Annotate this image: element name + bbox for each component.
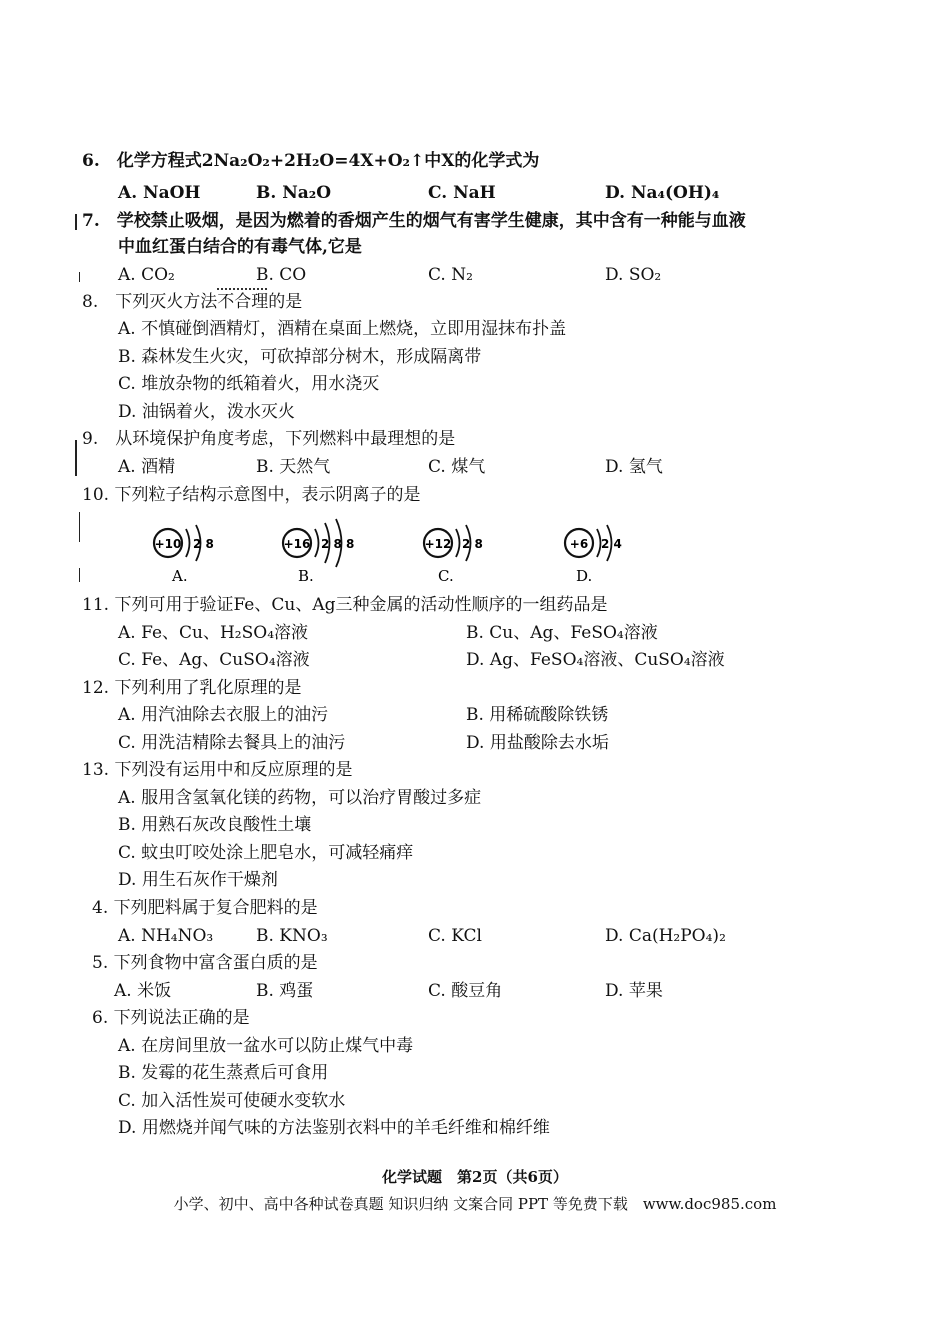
question-12-option-d: D. 用盐酸除去水垢: [466, 733, 609, 753]
question-15-option-d: D. 苹果: [605, 981, 663, 1001]
atom-c-label: C.: [438, 567, 454, 585]
atom-d-shells: 2 4: [601, 537, 622, 551]
question-9-option-c: C. 煤气: [428, 457, 486, 477]
question-11-option-d: D. Ag、FeSO₄溶液、CuSO₄溶液: [466, 650, 725, 670]
question-14-option-a: A. NH₄NO₃: [118, 926, 214, 946]
atom-d-nucleus: +6: [569, 537, 589, 551]
question-11-stem: 11. 下列可用于验证Fe、Cu、Ag三种金属的活动性顺序的一组药品是: [82, 595, 608, 615]
page-footer-title: 化学试题 第2页（共6页）: [382, 1168, 568, 1186]
atom-a-shells: 2 8: [193, 537, 214, 551]
atom-b-nucleus: +16: [283, 537, 311, 551]
question-8-option-d: D. 油锅着火，泼水灭火: [118, 402, 295, 422]
question-14-option-d: D. Ca(H₂PO₄)₂: [605, 926, 726, 946]
question-8-stem: [82, 291, 302, 313]
question-14-option-c: C. KCl: [428, 926, 482, 946]
question-11-option-c: C. Fe、Ag、CuSO₄溶液: [118, 650, 310, 670]
question-13-option-c: C. 蚊虫叮咬处涂上肥皂水，可减轻痛痒: [118, 843, 414, 863]
question-7-option-a: A. CO₂: [118, 265, 175, 285]
question-16-stem: 6. 下列说法正确的是: [92, 1008, 250, 1028]
question-12-option-a: A. 用汽油除去衣服上的油污: [118, 705, 329, 725]
atom-diagram-b: [283, 519, 354, 585]
download-ad-text: 小学、初中、高中各种试卷真题 知识归纳 文案合同 PPT 等免费下载 www.doc985.com: [173, 1195, 777, 1213]
scan-mark: [75, 440, 77, 476]
question-9-option-d: D. 氢气: [605, 457, 663, 477]
question-14-stem: 4. 下列肥料属于复合肥料的是: [92, 898, 318, 918]
question-8-option-b: B. 森林发生火灾，可砍掉部分树木，形成隔离带: [118, 347, 482, 367]
question-11-option-b: B. Cu、Ag、FeSO₄溶液: [466, 623, 658, 643]
question-11-option-a: A. Fe、Cu、H₂SO₄溶液: [118, 623, 309, 643]
scan-mark: [79, 272, 80, 282]
question-9-option-b: B. 天然气: [256, 457, 331, 477]
question-13-stem: 13. 下列没有运用中和反应原理的是: [82, 760, 353, 780]
question-13-option-d: D. 用生石灰作干燥剂: [118, 870, 278, 890]
scan-mark: [75, 214, 77, 230]
question-14-option-b: B. KNO₃: [256, 926, 328, 946]
question-8-stem-pre: 8. 下列灭火方法: [82, 292, 218, 312]
question-8-option-c: C. 堆放杂物的纸箱着火，用水浇灭: [118, 374, 380, 394]
question-13-option-b: B. 用熟石灰改良酸性土壤: [118, 815, 312, 835]
question-13-option-a: A. 服用含氢氧化镁的药物，可以治疗胃酸过多症: [118, 788, 482, 808]
question-7-option-d: D. SO₂: [605, 265, 662, 285]
question-10-stem: 10. 下列粒子结构示意图中，表示阴离子的是: [82, 485, 421, 505]
question-12-option-c: C. 用洗洁精除去餐具上的油污: [118, 733, 346, 753]
question-7-stem-cont: 中血红蛋白结合的有毒气体,它是: [118, 237, 362, 257]
question-15-option-b: B. 鸡蛋: [256, 981, 314, 1001]
question-15-option-c: C. 酸豆角: [428, 981, 503, 1001]
question-16-option-c: C. 加入活性炭可使硬水变软水: [118, 1091, 346, 1111]
question-6-option-a: A. NaOH: [118, 183, 201, 203]
question-15-option-a: A. 米饭: [114, 981, 172, 1001]
question-7-option-c: C. N₂: [428, 265, 473, 285]
question-6-option-d: D. Na₄(OH)₄: [605, 183, 720, 203]
question-6-option-b: B. Na₂O: [256, 183, 332, 203]
question-8-stem-post: 的是: [268, 292, 303, 312]
question-6-option-c: C. NaH: [428, 183, 496, 203]
question-6-stem: 6. 化学方程式2Na₂O₂+2H₂O=4X+O₂↑中X的化学式为: [82, 151, 540, 171]
atom-c-nucleus: +12: [424, 537, 452, 551]
atom-structure-diagrams: [0, 505, 950, 595]
question-12-option-b: B. 用稀硫酸除铁锈: [466, 705, 609, 725]
question-15-stem: 5. 下列食物中富含蛋白质的是: [92, 953, 318, 973]
atom-diagram-c: [424, 525, 483, 585]
atom-d-label: D.: [576, 567, 593, 585]
atom-diagram-d: [565, 525, 622, 585]
atom-a-label: A.: [172, 567, 188, 585]
question-7-stem: 7. 学校禁止吸烟，是因为燃着的香烟产生的烟气有害学生健康，其中含有一种能与血液: [82, 211, 746, 231]
question-16-option-b: B. 发霉的花生蒸煮后可食用: [118, 1063, 329, 1083]
question-9-option-a: A. 酒精: [118, 457, 176, 477]
question-9-stem: 9. 从环境保护角度考虑，下列燃料中最理想的是: [82, 429, 456, 449]
question-12-stem: 12. 下列利用了乳化原理的是: [82, 678, 302, 698]
atom-b-label: B.: [298, 567, 314, 585]
question-7-option-b: B. CO: [256, 265, 307, 285]
question-8-option-a: A. 不慎碰倒酒精灯，酒精在桌面上燃烧，立即用湿抹布扑盖: [118, 319, 567, 339]
question-16-option-d: D. 用燃烧并闻气味的方法鉴别衣料中的羊毛纤维和棉纤维: [118, 1118, 550, 1138]
question-16-option-a: A. 在房间里放一盆水可以防止煤气中毒: [118, 1036, 414, 1056]
atom-c-shells: 2 8: [462, 537, 483, 551]
atom-b-shells: 2 8 8: [321, 537, 355, 551]
emphasis-dots-text: 不合理: [217, 292, 269, 312]
atom-a-nucleus: +10: [154, 537, 182, 551]
atom-diagram-a: [154, 525, 214, 585]
